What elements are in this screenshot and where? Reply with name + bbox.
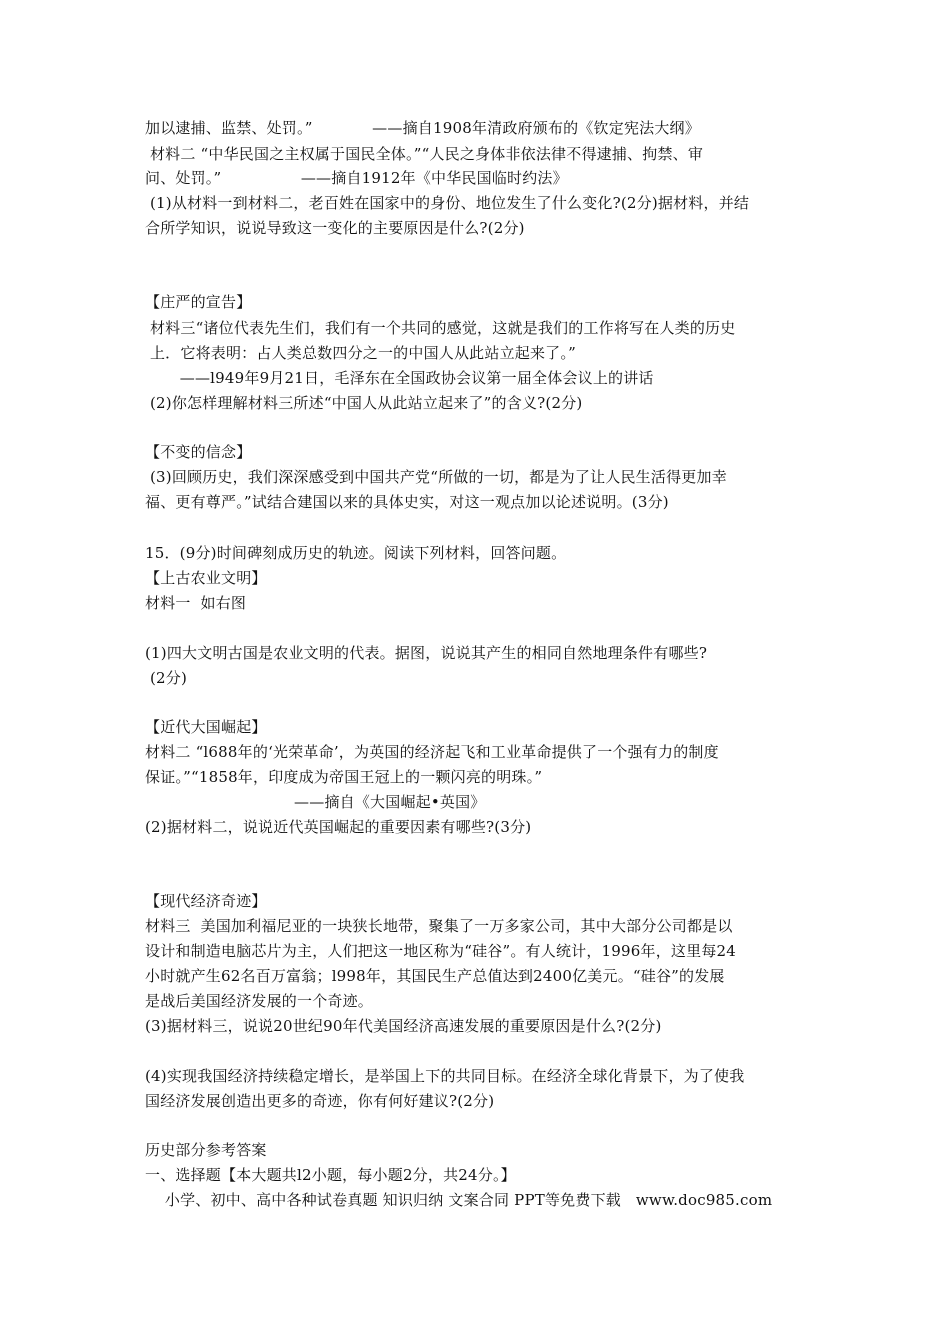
section-heading: 【近代大国崛起】 <box>145 718 267 736</box>
text-line: ——摘自《大国崛起•英国》 <box>145 793 486 811</box>
text-line: (3)回顾历史，我们深深感受到中国共产党“所做的一切，都是为了让人民生活得更加幸 <box>145 468 727 486</box>
text-line: (1)四大文明古国是农业文明的代表。据图，说说其产生的相同自然地理条件有哪些? <box>145 644 708 662</box>
answer-heading: 历史部分参考答案 <box>145 1141 267 1159</box>
text-line: (3)据材料三，说说20世纪90年代美国经济高速发展的重要原因是什么?(2分) <box>145 1017 662 1035</box>
text-line: 材料二 “中华民国之主权属于国民全体。”“人民之身体非依法律不得逮捕、拘禁、审 <box>145 145 704 163</box>
section-heading: 【上古农业文明】 <box>145 569 267 587</box>
text-line: ——l949年9月21日，毛泽东在全国政协会议第一届全体会议上的讲话 <box>145 369 654 387</box>
text-line: 设计和制造电脑芯片为主，人们把这一地区称为“硅谷”。有人统计，1996年，这里每24 <box>145 942 737 960</box>
text-line: 福、更有尊严。”试结合建国以来的具体史实，对这一观点加以论述说明。(3分) <box>145 493 669 511</box>
text-line: (2)据材料二，说说近代英国崛起的重要因素有哪些?(3分) <box>145 818 532 836</box>
text-line: 保证。”“1858年，印度成为帝国王冠上的一颗闪亮的明珠。” <box>145 768 543 786</box>
text-line: 材料三 美国加利福尼亚的一块狭长地带，聚集了一万多家公司，其中大部分公司都是以 <box>145 917 733 935</box>
text-line: 材料三“诸位代表先生们，我们有一个共同的感觉，这就是我们的工作将写在人类的历史 <box>145 319 736 337</box>
section-heading: 【现代经济奇迹】 <box>145 892 267 910</box>
section-heading: 【不变的信念】 <box>145 443 252 461</box>
text-line: 是战后美国经济发展的一个奇迹。 <box>145 992 374 1010</box>
text-line: 问、处罚。” ——摘自1912年《中华民国临时约法》 <box>145 169 568 187</box>
text-line: (2分) <box>145 669 188 687</box>
text-line: 材料一 如右图 <box>145 594 247 612</box>
text-line: 小时就产生62名百万富翁；l998年，其国民生产总值达到2400亿美元。“硅谷”的发展 <box>145 967 725 985</box>
footer-watermark: 小学、初中、高中各种试卷真题 知识归纳 文案合同 PPT等免费下载 www.doc985.com <box>145 1191 773 1209</box>
text-line: 材料二 “l688年的‘光荣革命’，为英国的经济起飞和工业革命提供了一个强有力的制度 <box>145 743 719 761</box>
text-line: 合所学知识，说说导致这一变化的主要原因是什么?(2分) <box>145 219 525 237</box>
question-heading: 15．(9分)时间碑刻成历史的轨迹。阅读下列材料，回答问题。 <box>145 544 567 562</box>
text-line: 加以逮捕、监禁、处罚。” ——摘自1908年清政府颁布的《钦定宪法大纲》 <box>145 119 700 137</box>
text-line: 上．它将表明：占人类总数四分之一的中国人从此站立起来了。” <box>145 344 576 362</box>
section-heading: 【庄严的宣告】 <box>145 293 252 311</box>
text-line: 国经济发展创造出更多的奇迹，你有何好建议?(2分) <box>145 1092 495 1110</box>
text-line: 一、选择题【本大题共l2小题，每小题2分，共24分。】 <box>145 1166 516 1184</box>
text-line: (4)实现我国经济持续稳定增长，是举国上下的共同目标。在经济全球化背景下，为了使我 <box>145 1067 745 1085</box>
text-line: (1)从材料一到材料二，老百姓在国家中的身份、地位发生了什么变化?(2分)据材料，并结 <box>145 194 750 212</box>
text-line: (2)你怎样理解材料三所述“中国人从此站立起来了”的含义?(2分) <box>145 394 583 412</box>
